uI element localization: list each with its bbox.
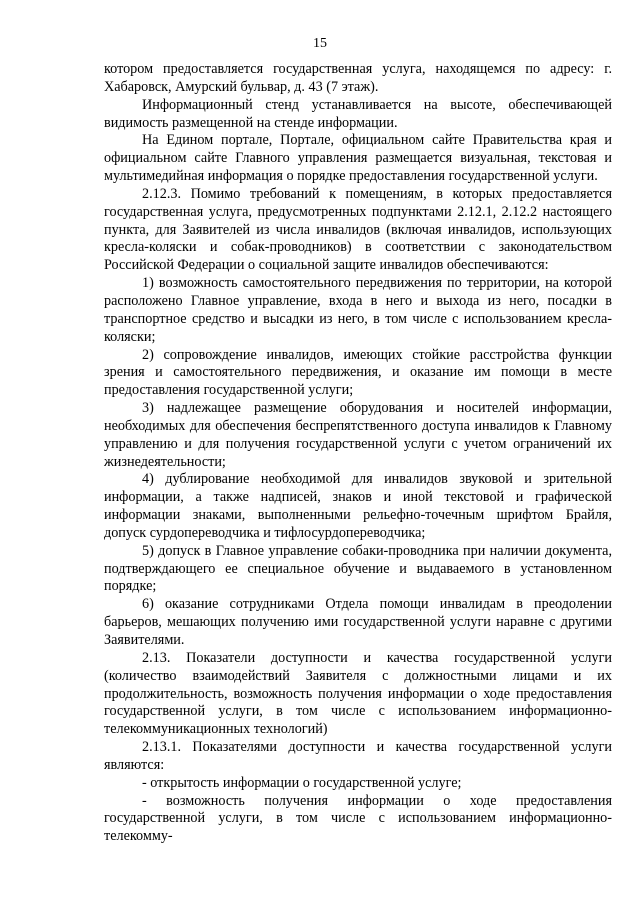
list-item-paragraph: - возможность получения информации о ходе предоставления государственной услуги, в том числе с использованием информационно-телекомму-	[104, 792, 612, 845]
page-number: 15	[313, 36, 327, 51]
list-item-paragraph: 1) возможность самостоятельного передвижения по территории, на которой расположено Главное управление, входа в него и выхода из него, посадки в транспортное средство и высадки из него, в том числе с использованием кресла-коляски;	[104, 275, 612, 345]
paragraph: 2.13.1. Показателями доступности и качества государственной услуги являются:	[104, 739, 612, 773]
paragraph: Информационный стенд устанавливается на высоте, обеспечивающей видимость размещенной на стенде информации.	[104, 96, 612, 131]
section-heading-paragraph: 2.13. Показатели доступности и качества государственной услуги (количество взаимодействий Заявителя с должностными лицами и их продолжительность, возможность получения информации о ходе предоставления государственной услуги, в том числе с использованием информационно-телекоммуникационных технологий)	[104, 649, 612, 738]
list-item-paragraph: 6) оказание сотрудниками Отдела помощи инвалидам в преодолении барьеров, мешающих получению ими государственной услуги наравне с другими Заявителями.	[104, 596, 612, 648]
paragraph: котором предоставляется государственная услуга, находящемся по адресу: г. Хабаровск, Амурский бульвар, д. 43 (7 этаж).	[104, 61, 612, 95]
list-item-paragraph: 3) надлежащее размещение оборудования и носителей информации, необходимых для обеспечения беспрепятственного доступа инвалидов к Главному управлению и для получения государственной услуги с учетом ограничений их жизнедеятельности;	[104, 400, 612, 470]
paragraph: На Едином портале, Портале, официальном сайте Правительства края и официальном сайте Главного управления размещается визуальная, текстовая и мультимедийная информация о порядке предоставления государственной услуги.	[104, 132, 612, 185]
list-item-paragraph: - открытость информации о государственной услуге;	[142, 774, 462, 791]
paragraph: 2.12.3. Помимо требований к помещениям, в которых предоставляется государственная услуга, предусмотренных подпунктами 2.12.1, 2.12.2 настоящего пункта, для Заявителей из числа инвалидов (включая инвалидов, использующих кресла-коляски и собак-проводников) в соответствии с законодательством Российской Федерации о социальной защите инвалидов обеспечиваются:	[104, 185, 612, 274]
list-item-paragraph: 5) допуск в Главное управление собаки-проводника при наличии документа, подтверждающего ее специальное обучение и выдаваемого в установленном порядке;	[104, 542, 612, 595]
document-body	[104, 61, 612, 846]
list-item-paragraph: 4) дублирование необходимой для инвалидов звуковой и зрительной информации, а также надписей, знаков и иной текстовой и графической информации знаками, выполненными рельефно-точечным шрифтом Брайля, допуск сурдопереводчика и тифлосурдопереводчика;	[104, 471, 612, 541]
list-item-paragraph: 2) сопровождение инвалидов, имеющих стойкие расстройства функции зрения и самостоятельного передвижения, и оказание им помощи в месте предоставления государственной услуги;	[104, 346, 612, 399]
